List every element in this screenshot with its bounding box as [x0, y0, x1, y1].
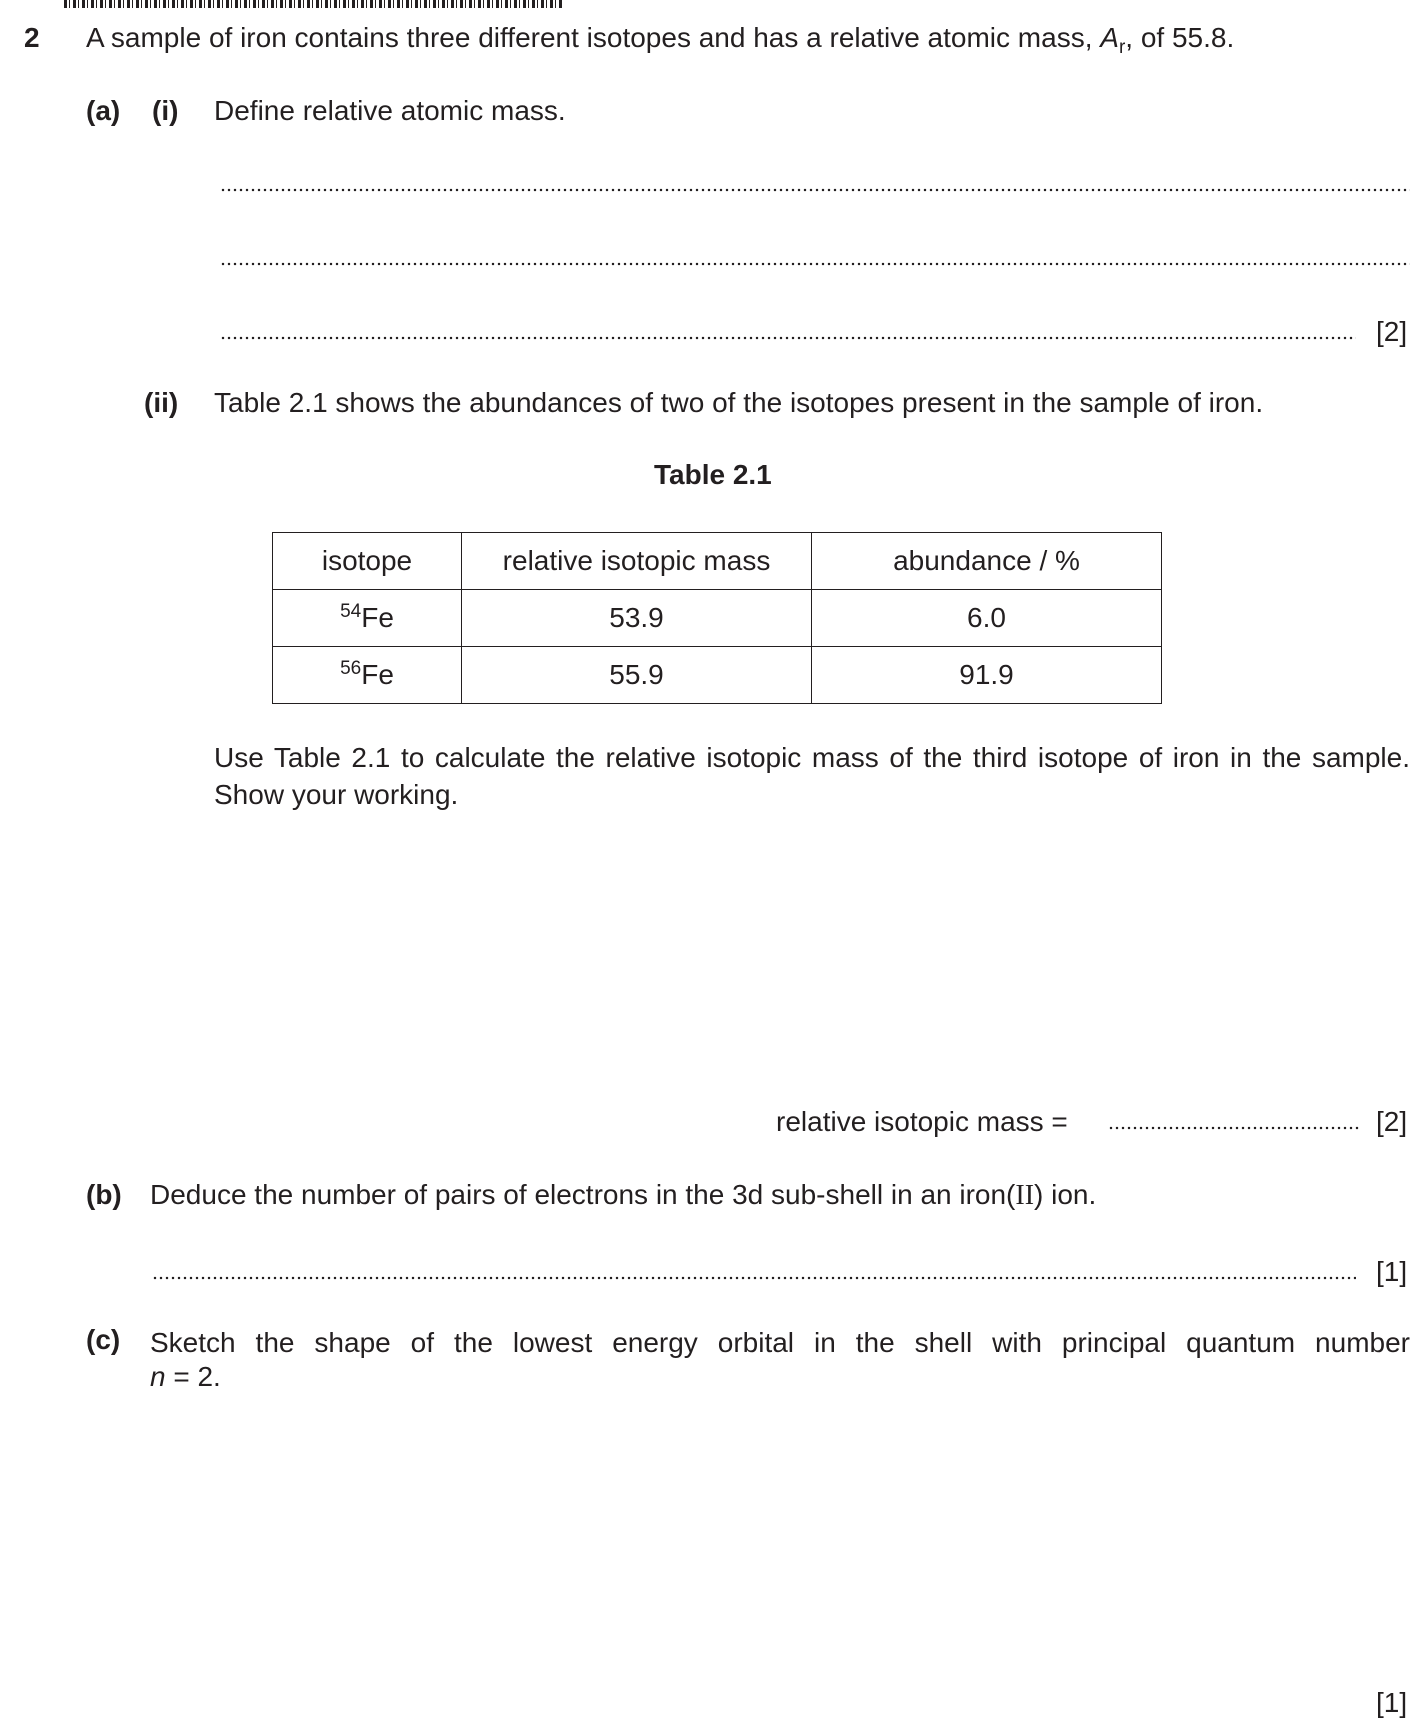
part-a-i-question: Define relative atomic mass. [214, 95, 566, 126]
ar-symbol: A [1100, 22, 1119, 53]
barcode [64, 0, 564, 8]
marks-b: [1] [1376, 1256, 1408, 1287]
isotope-cell [273, 590, 462, 647]
calculation-instruction: Use Table 2.1 to calculate the relative isotopic mass of the third isotope of iron in the sample. Show your working. [214, 742, 1410, 810]
table-row [273, 590, 1162, 647]
element-symbol: Fe [361, 602, 394, 633]
marks-c: [1] [1376, 1687, 1408, 1718]
oxidation-state-roman: II [1015, 1180, 1035, 1211]
n-symbol: n [150, 1361, 166, 1392]
part-a-ii-question: Table 2.1 shows the abundances of two of the isotopes present in the sample of iron. [214, 387, 1264, 418]
question-stem [86, 22, 1235, 58]
part-a-label: (a) [86, 95, 121, 126]
marks-a-i: [2] [1376, 316, 1408, 347]
answer-line-b[interactable] [152, 1276, 1356, 1280]
answer-label-relative-isotopic-mass: relative isotopic mass = [776, 1106, 1068, 1137]
isotope-cell [273, 647, 462, 704]
relative-isotopic-mass-cell: 55.9 [462, 647, 812, 704]
marks-a-ii: [2] [1376, 1106, 1408, 1137]
part-b-label: (b) [86, 1179, 122, 1210]
mass-number: 56 [340, 658, 362, 679]
part-a-i-label: (i) [152, 95, 179, 126]
stem-text-end: , of 55.8. [1125, 22, 1235, 53]
part-b-question [150, 1179, 1096, 1212]
part-b-text: Deduce the number of pairs of electrons in the 3d sub-shell in an iron( [150, 1179, 1016, 1210]
n-value: = 2. [165, 1361, 221, 1392]
part-c-question: Sketch the shape of the lowest energy orbital in the shell with principal quantum number [150, 1327, 1410, 1358]
element-symbol: Fe [361, 659, 394, 690]
header-relative-isotopic-mass: relative isotopic mass [462, 533, 812, 590]
answer-line-a-i-3[interactable] [220, 336, 1356, 340]
answer-line-a-ii[interactable] [1108, 1126, 1360, 1130]
question-number: 2 [24, 22, 40, 53]
part-c-label: (c) [86, 1324, 121, 1355]
abundance-cell: 6.0 [812, 590, 1162, 647]
header-isotope: isotope [273, 533, 462, 590]
ar-subscript: r [1118, 37, 1126, 58]
stem-text: A sample of iron contains three different isotopes and has a relative atomic mass, [86, 22, 1101, 53]
answer-line-a-i-1[interactable] [220, 188, 1410, 192]
answer-line-a-i-2[interactable] [220, 262, 1410, 266]
table-header-row [273, 533, 1162, 590]
abundance-cell: 91.9 [812, 647, 1162, 704]
isotope-table [272, 532, 1162, 704]
relative-isotopic-mass-cell: 53.9 [462, 590, 812, 647]
table-title: Table 2.1 [654, 459, 772, 490]
part-c-quantum-number [150, 1361, 221, 1393]
table-row [273, 647, 1162, 704]
part-a-ii-label: (ii) [144, 387, 179, 418]
header-abundance: abundance / % [812, 533, 1162, 590]
part-b-text-end: ) ion. [1034, 1179, 1097, 1210]
mass-number: 54 [340, 601, 362, 622]
